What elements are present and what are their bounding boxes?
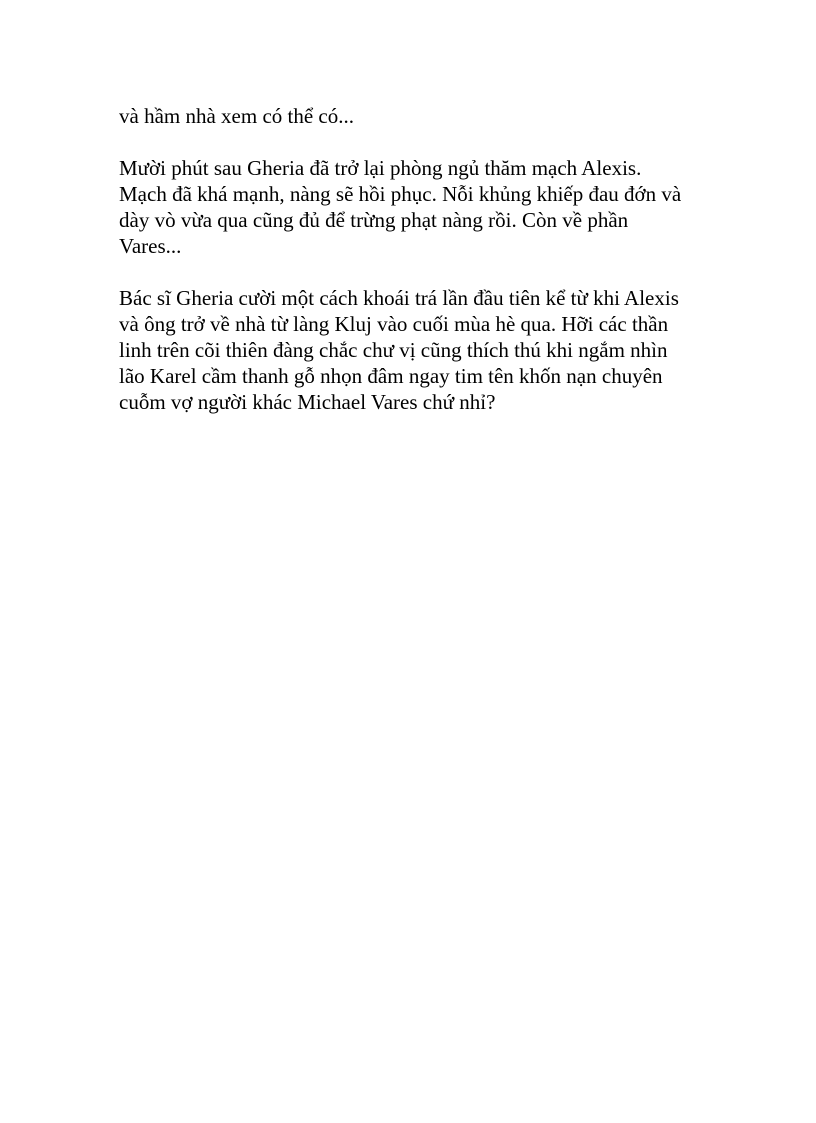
text-line: lão Karel cầm thanh gỗ nhọn đâm ngay tim tên khốn nạn chuyên: [119, 364, 663, 388]
paragraph-1: [119, 103, 719, 129]
text-line: dày vò vừa qua cũng đủ để trừng phạt nàng rồi. Còn về phần: [119, 208, 629, 232]
paragraph-3: [119, 285, 719, 415]
document-body: [119, 103, 719, 441]
text-line: Vares...: [119, 234, 182, 258]
text-line: linh trên cõi thiên đàng chắc chư vị cũng thích thú khi ngắm nhìn: [119, 338, 668, 362]
text-line: Bác sĩ Gheria cười một cách khoái trá lần đầu tiên kể từ khi Alexis: [119, 286, 679, 310]
text-line: Mạch đã khá mạnh, nàng sẽ hồi phục. Nỗi khủng khiếp đau đớn và: [119, 182, 682, 206]
paragraph-2: [119, 155, 719, 259]
text-line: và hầm nhà xem có thể có...: [119, 104, 354, 128]
text-line: Mười phút sau Gheria đã trở lại phòng ngủ thăm mạch Alexis.: [119, 156, 642, 180]
text-line: và ông trở về nhà từ làng Kluj vào cuối mùa hè qua. Hỡi các thần: [119, 312, 669, 336]
text-line: cuỗm vợ người khác Michael Vares chứ nhỉ?: [119, 390, 496, 414]
